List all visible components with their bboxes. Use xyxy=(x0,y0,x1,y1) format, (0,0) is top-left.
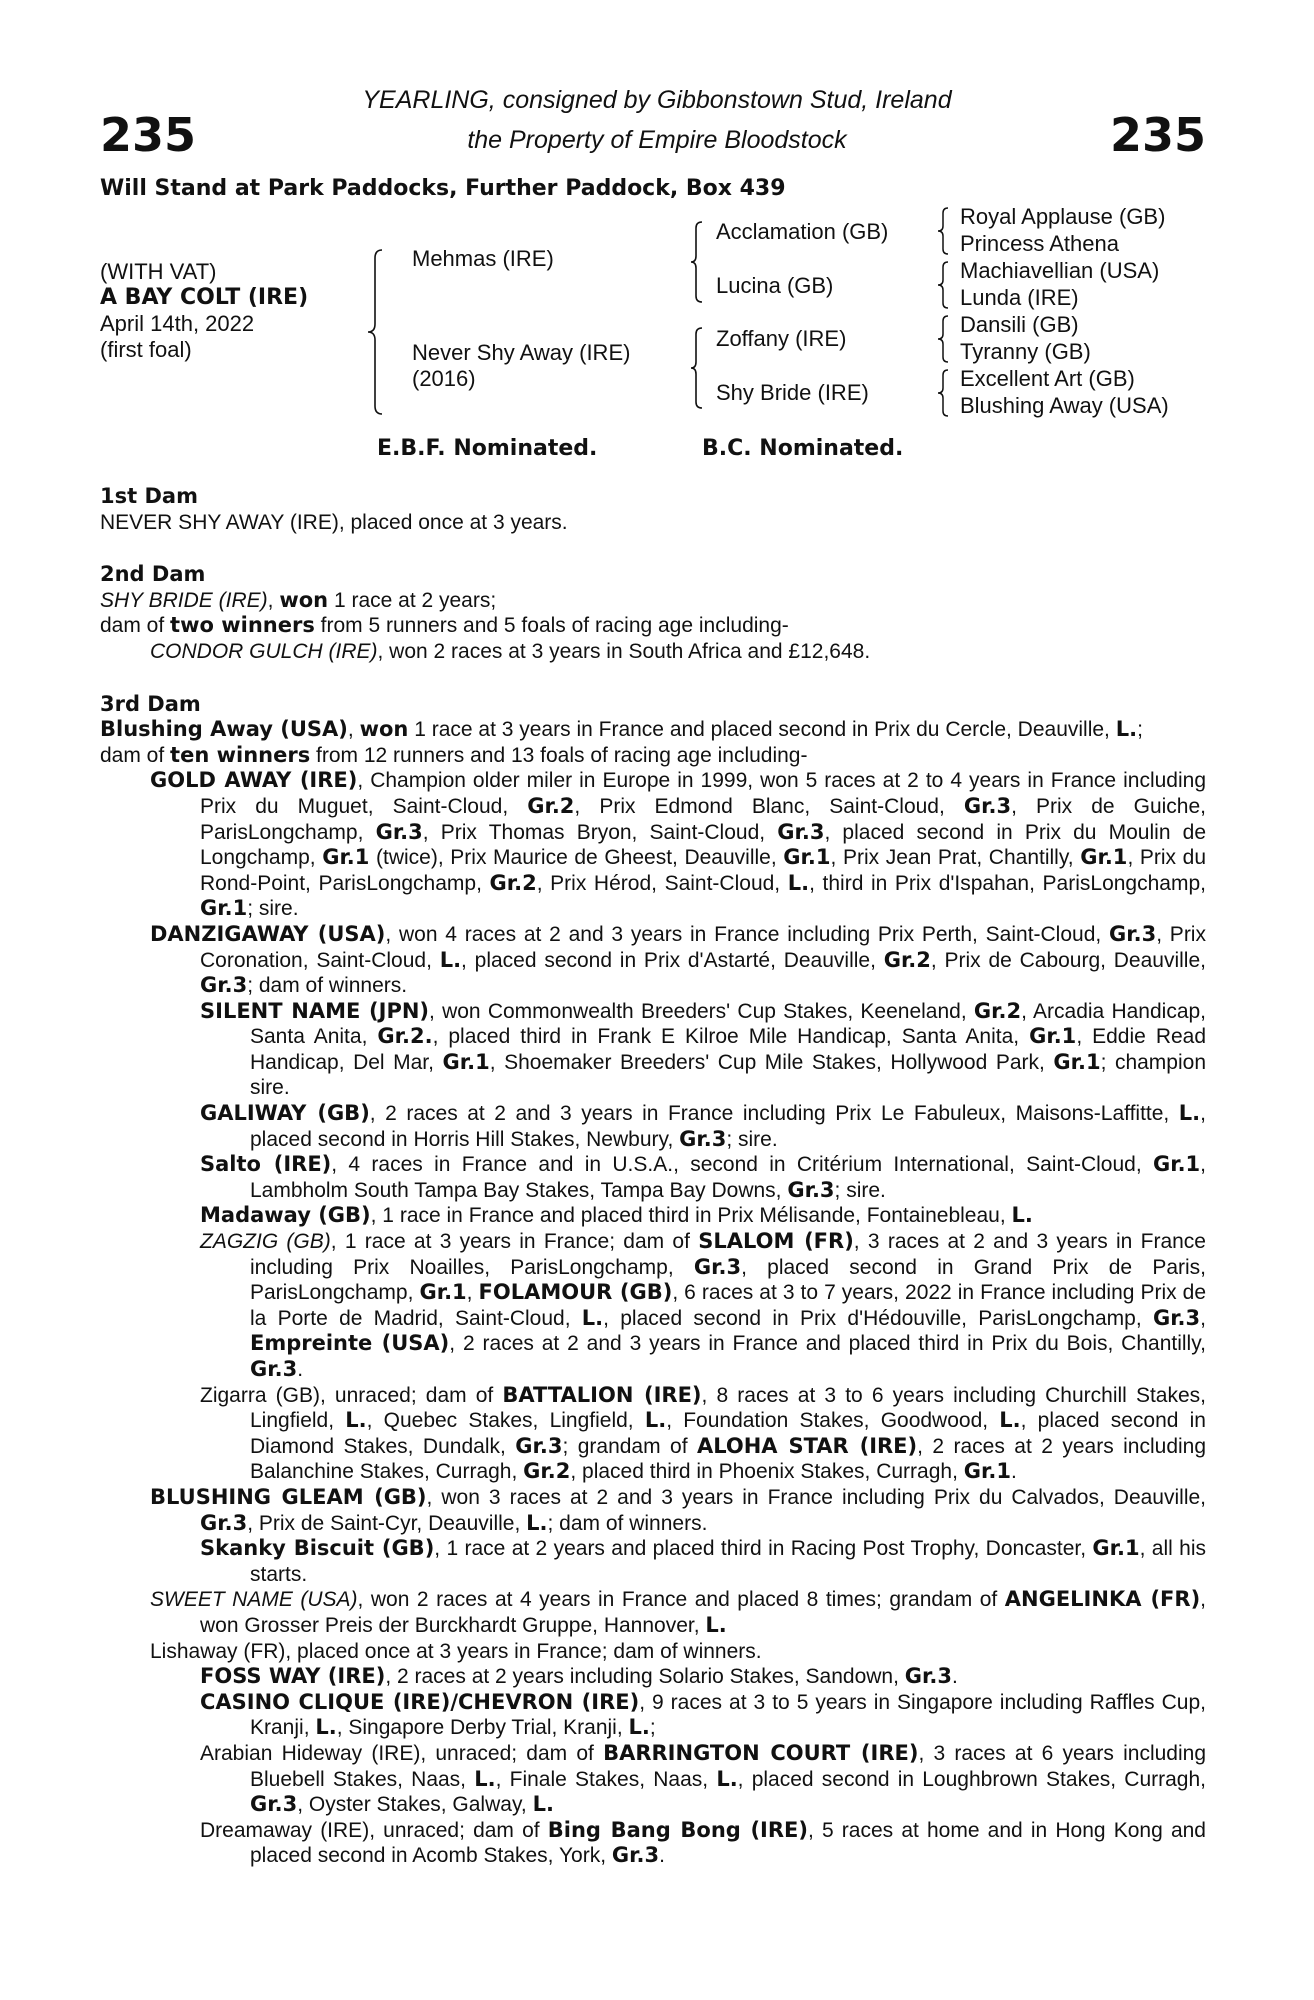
danzigaway-entry: DANZIGAWAY (USA), won 4 races at 2 and 3 years in France including Prix Perth, Saint-Cloud, Gr.3, Prix Coronation, Saint-Cloud, L., placed second in Prix d'Astarté, Deauville, Gr.2, Prix de Cabourg, Deauville, Gr.3; dam of winners. xyxy=(150,921,1206,998)
foaling-date: April 14th, 2022 xyxy=(100,311,255,336)
granddam-2: Lunda (IRE) xyxy=(960,285,1079,310)
lot-number-right: 235 xyxy=(1110,108,1207,162)
pedigree-brace-main xyxy=(364,248,386,416)
pedigree-brace-dam xyxy=(688,326,706,410)
produce-record xyxy=(100,484,1206,1869)
salto-entry: Salto (IRE), 4 races in France and in U.S.A., second in Critérium International, Saint-Cloud, Gr.1, Lambholm South Tampa Bay Stakes, Tampa Bay Downs, Gr.3; sire. xyxy=(200,1152,1207,1202)
property-line: the Property of Empire Bloodstock xyxy=(467,126,847,154)
galiway-entry: GALIWAY (GB), 2 races at 2 and 3 years in France including Prix Le Fabuleux, Maisons-Laffitte, L., placed second in Horris Hill Stakes, Newbury, Gr.3; sire. xyxy=(200,1101,1206,1151)
ebf-nominated: E.B.F. Nominated. xyxy=(377,436,598,461)
dam-sire-name: Zoffany (IRE) xyxy=(716,326,847,351)
stand-line: Will Stand at Park Paddocks, Further Paddock, Box 439 xyxy=(100,176,786,201)
sire-name: Mehmas (IRE) xyxy=(412,246,554,271)
second-dam-heading: 2nd Dam xyxy=(100,562,206,587)
grandsire-3: Dansili (GB) xyxy=(960,312,1079,337)
pedigree-brace-g1 xyxy=(934,206,952,256)
consignor-line: YEARLING, consigned by Gibbonstown Stud, Ireland xyxy=(362,86,952,114)
dam-year: (2016) xyxy=(412,366,476,391)
madaway-entry: Madaway (GB), 1 race in France and placed third in Prix Mélisande, Fontainebleau, L. xyxy=(200,1203,1033,1228)
pedigree-brace-g3 xyxy=(934,314,952,364)
silent-name-entry: SILENT NAME (JPN), won Commonwealth Breeders' Cup Stakes, Keeneland, Gr.2, Arcadia Handicap, Santa Anita, Gr.2., placed third in Frank E Kilroe Mile Handicap, Santa Anita, Gr.1, Eddie Read Handicap, Del Mar, Gr.1, Shoemaker Breeders' Cup Mile Stakes, Hollywood Park, Gr.1; champion sire. xyxy=(200,998,1207,1100)
granddam-1: Princess Athena xyxy=(960,231,1119,256)
third-dam-produce: dam of ten winners from 12 runners and 13 foals of racing age including- xyxy=(100,742,808,767)
dam-dam-name: Shy Bride (IRE) xyxy=(716,380,869,405)
first-dam-text: NEVER SHY AWAY (IRE), placed once at 3 years. xyxy=(100,510,568,534)
lot-number-left: 235 xyxy=(100,108,197,162)
granddam-3: Tyranny (GB) xyxy=(960,339,1091,364)
grandsire-2: Machiavellian (USA) xyxy=(960,258,1160,283)
vat-note: (WITH VAT) xyxy=(100,259,217,284)
dreamaway-entry: Dreamaway (IRE), unraced; dam of Bing Bang Bong (IRE), 5 races at home and in Hong Kong and placed second in Acomb Stakes, York, Gr.3. xyxy=(200,1817,1206,1868)
second-dam-produce: dam of two winners from 5 runners and 5 foals of racing age including- xyxy=(100,613,789,638)
condor-gulch-entry: CONDOR GULCH (IRE), won 2 races at 3 years in South Africa and £12,648. xyxy=(150,639,871,663)
bc-nominated: B.C. Nominated. xyxy=(702,436,904,461)
arabian-hideway-entry: Arabian Hideway (IRE), unraced; dam of BARRINGTON COURT (IRE), 3 races at 6 years including Bluebell Stakes, Naas, L., Finale Stakes, Naas, L., placed second in Loughbrown Stakes, Curragh, Gr.3, Oyster Stakes, Galway, L. xyxy=(200,1740,1206,1817)
foss-way-entry: FOSS WAY (IRE), 2 races at 2 years including Solario Stakes, Sandown, Gr.3. xyxy=(200,1664,958,1689)
lot-horse-name: A BAY COLT (IRE) xyxy=(100,285,309,310)
third-dam-intro: Blushing Away (USA), won 1 race at 3 years in France and placed second in Prix du Cercle, Deauville, L.; xyxy=(100,717,1143,742)
casino-clique-entry: CASINO CLIQUE (IRE)/CHEVRON (IRE), 9 races at 3 to 5 years in Singapore including Raffles Cup, Kranji, L., Singapore Derby Trial, Kranji, L.; xyxy=(200,1689,1206,1740)
grandsire-4: Excellent Art (GB) xyxy=(960,366,1135,391)
foal-note: (first foal) xyxy=(100,337,192,362)
sire-dam-name: Lucina (GB) xyxy=(716,273,834,298)
sweet-name-entry: SWEET NAME (USA), won 2 races at 4 years in France and placed 8 times; grandam of ANGELINKA (FR), won Grosser Preis der Burckhardt Gruppe, Hannover, L. xyxy=(150,1587,1207,1637)
gold-away-entry: GOLD AWAY (IRE), Champion older miler in Europe in 1999, won 5 races at 2 to 4 years in France including Prix du Muguet, Saint-Cloud, Gr.2, Prix Edmond Blanc, Saint-Cloud, Gr.3, Prix de Guiche, ParisLongchamp, Gr.3, Prix Thomas Bryon, Saint-Cloud, Gr.3, placed second in Prix du Moulin de Longchamp, Gr.1 (twice), Prix Maurice de Gheest, Deauville, Gr.1, Prix Jean Prat, Chantilly, Gr.1, Prix du Rond-Point, ParisLongchamp, Gr.2, Prix Hérod, Saint-Cloud, L., third in Prix d'Ispahan, ParisLongchamp, Gr.1; sire. xyxy=(150,768,1207,921)
dam-name: Never Shy Away (IRE) xyxy=(412,340,631,365)
pedigree-brace-g4 xyxy=(934,368,952,418)
pedigree-brace-g2 xyxy=(934,260,952,310)
zagzig-entry: ZAGZIG (GB), 1 race at 3 years in France; dam of SLALOM (FR), 3 races at 2 and 3 years in France including Prix Noailles, ParisLongchamp, Gr.3, placed second in Grand Prix de Paris, ParisLongchamp, Gr.1, FOLAMOUR (GB), 6 races at 3 to 7 years, 2022 in France including Prix de la Porte de Madrid, Saint-Cloud, L., placed second in Prix d'Hédouville, ParisLongchamp, Gr.3, Empreinte (USA), 2 races at 2 and 3 years in France and placed third in Prix du Bois, Chantilly, Gr.3. xyxy=(200,1229,1207,1381)
first-dam-heading: 1st Dam xyxy=(100,484,198,508)
third-dam-heading: 3rd Dam xyxy=(100,691,201,716)
pedigree-brace-sire xyxy=(688,220,706,304)
blushing-gleam-entry: BLUSHING GLEAM (GB), won 3 races at 2 and 3 years in France including Prix du Calvados, Deauville, Gr.3, Prix de Saint-Cyr, Deauville, L.; dam of winners. xyxy=(150,1484,1206,1535)
second-dam-line: SHY BRIDE (IRE), won 1 race at 2 years; xyxy=(100,587,497,612)
granddam-4: Blushing Away (USA) xyxy=(960,393,1169,418)
grandsire-1: Royal Applause (GB) xyxy=(960,204,1166,229)
lishaway-entry: Lishaway (FR), placed once at 3 years in France; dam of winners. xyxy=(150,1639,762,1663)
skanky-biscuit-entry: Skanky Biscuit (GB), 1 race at 2 years and placed third in Racing Post Trophy, Doncaster, Gr.1, all his starts. xyxy=(200,1536,1206,1586)
zigarra-entry: Zigarra (GB), unraced; dam of BATTALION (IRE), 8 races at 3 to 6 years including Churchill Stakes, Lingfield, L., Quebec Stakes, Lingfield, L., Foundation Stakes, Goodwood, L., placed second in Diamond Stakes, Dundalk, Gr.3; grandam of ALOHA STAR (IRE), 2 races at 2 years including Balanchine Stakes, Curragh, Gr.2, placed third in Phoenix Stakes, Curragh, Gr.1. xyxy=(200,1382,1207,1484)
sire-sire-name: Acclamation (GB) xyxy=(716,219,889,244)
